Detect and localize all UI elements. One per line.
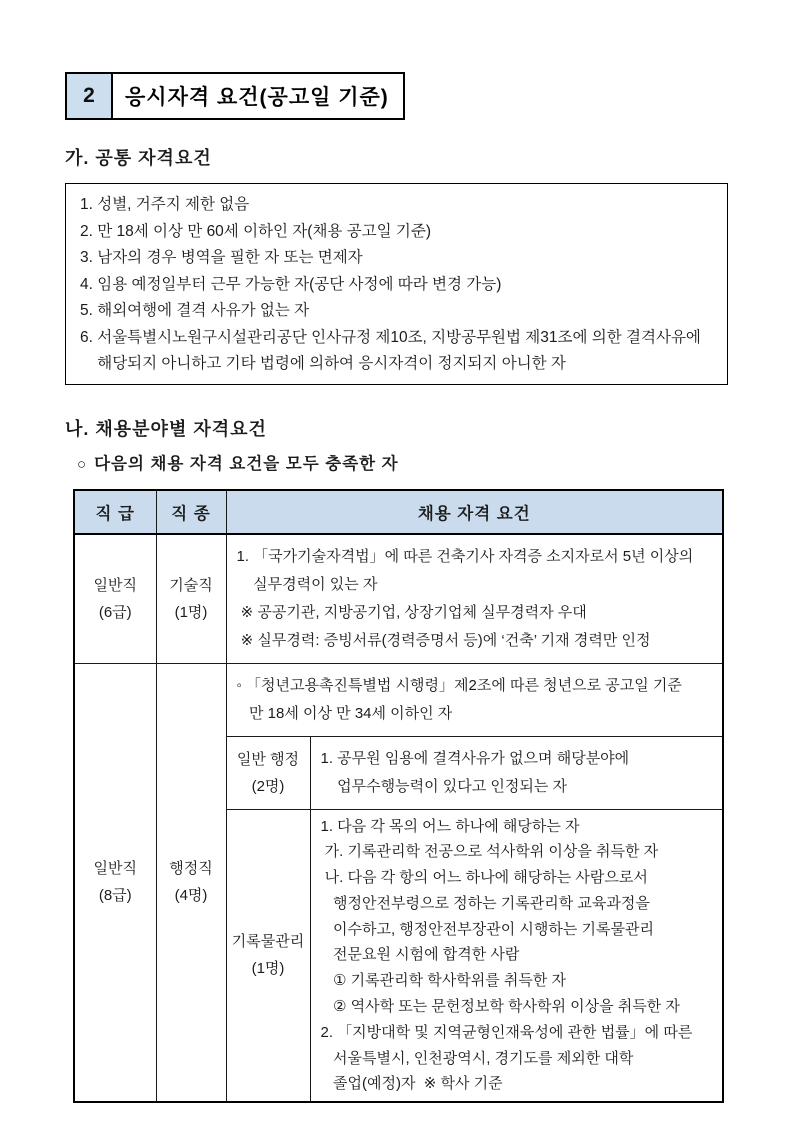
text-line: 1. 다음 각 목의 어느 하나에 해당하는 자: [320, 817, 580, 835]
sublabel-records: [226, 809, 310, 1102]
text-line: 업무수행능력이 있다고 인정되는 자: [320, 777, 568, 795]
text-line: 실무경력이 있는 자: [236, 575, 378, 593]
heading-field-requirements: 나. 채용분야별 자격요건: [65, 418, 267, 439]
circle-bullet-icon: ○: [77, 455, 88, 473]
text-line: 나. 다음 각 항의 어느 하나에 해당하는 사람으로서: [320, 869, 648, 887]
header-job-type: 직 종: [156, 490, 226, 534]
header-requirements: 채용 자격 요건: [226, 490, 723, 534]
text-line: 3. 남자의 경우 병역을 필한 자 또는 면제자: [80, 249, 363, 266]
text-line: ※ 실무경력: 증빙서류(경력증명서 등)에 ‘건축’ 기재 경력만 인정: [236, 631, 651, 649]
job-note: (1명): [174, 603, 208, 621]
sublabel-note: (2명): [251, 777, 285, 795]
text-line: 1. 성별, 거주지 제한 없음: [80, 196, 250, 213]
text-line: 행정안전부령으로 정하는 기록관리학 교육과정을: [320, 894, 650, 912]
row-youth-condition: [74, 663, 723, 736]
text-line: ① 기록관리학 학사학위를 취득한 자: [320, 972, 566, 990]
rank-cell-admin: [74, 663, 156, 1102]
section-number-badge: 2: [67, 74, 113, 118]
rank-cell-tech: [74, 534, 156, 664]
text-line: 전문요원 시험에 합격한 사람: [320, 946, 520, 964]
common-requirements-box: [65, 183, 728, 385]
sublabel-note: (1명): [251, 960, 285, 978]
requirements-table: [73, 489, 724, 1104]
text-line: 5. 해외여행에 결격 사유가 없는 자: [80, 302, 310, 319]
text-line: 2. 「지방대학 및 지역균형인재육성에 관한 법률」에 따른: [320, 1023, 693, 1041]
section-title-box: [65, 72, 405, 120]
job-cell-admin: [156, 663, 226, 1102]
heading-common-requirements: 가. 공통 자격요건: [65, 148, 212, 168]
rank-note: (8급): [98, 887, 132, 905]
job-name: 기술직: [169, 576, 213, 594]
sublabel-general-admin: [226, 736, 310, 809]
sublabel-name: 기록물관리: [231, 933, 305, 951]
job-name: 행정직: [169, 860, 213, 878]
rank-note: (6급): [98, 603, 132, 621]
text-line: 해당되지 아니하고 기타 법령에 의하여 응시자격이 정지되지 아니한 자: [80, 355, 566, 372]
text-line: ② 역사학 또는 문헌정보학 학사학위 이상을 취득한 자: [320, 998, 680, 1016]
sublabel-name: 일반 행정: [236, 750, 300, 768]
requirements-tech: [226, 534, 723, 664]
text-line: 이수하고, 행정안전부장관이 시행하는 기록물관리: [320, 920, 654, 938]
rank-name: 일반직: [93, 860, 137, 878]
text-line: 2. 만 18세 이상 만 60세 이하인 자(채용 공고일 기준): [80, 222, 432, 240]
row-technical: [74, 534, 723, 664]
subheading-line: [77, 450, 728, 474]
table-header-row: [74, 490, 723, 534]
section-title: 응시자격 요건(공고일 기준): [125, 86, 389, 109]
job-note: (4명): [174, 887, 208, 905]
requirements-youth: [226, 663, 723, 736]
text-line: ※ 공공기관, 지방공기업, 상장기업체 실무경력자 우대: [236, 603, 587, 621]
text-line: ◦ 「청년고용촉진특별법 시행령」제2조에 따른 청년으로 공고일 기준: [236, 676, 682, 694]
text-line: 4. 임용 예정일부터 근무 가능한 자(공단 사정에 따라 변경 가능): [80, 275, 502, 293]
rank-name: 일반직: [93, 576, 137, 594]
text-line: 1. 공무원 임용에 결격사유가 없으며 해당분야에: [320, 749, 630, 767]
text-line: 만 18세 이상 만 34세 이하인 자: [236, 704, 453, 722]
requirements-general-admin: [310, 736, 723, 809]
job-cell-tech: [156, 534, 226, 664]
subheading-text: 다음의 채용 자격 요건을 모두 충족한 자: [94, 454, 399, 473]
text-line: 가. 기록관리학 전공으로 석사학위 이상을 취득한 자: [320, 843, 659, 861]
text-line: 서울특별시, 인천광역시, 경기도를 제외한 대학: [320, 1049, 634, 1067]
header-rank: 직 급: [74, 490, 156, 534]
text-line: 1. 「국가기술자격법」에 따른 건축기사 자격증 소지자로서 5년 이상의: [236, 547, 694, 565]
text-line: 졸업(예정)자 ※ 학사 기준: [320, 1075, 503, 1093]
requirements-records: [310, 809, 723, 1102]
text-line: 6. 서울특별시노원구시설관리공단 인사규정 제10조, 지방공무원법 제31조에 의한 결격사유에: [80, 328, 701, 346]
